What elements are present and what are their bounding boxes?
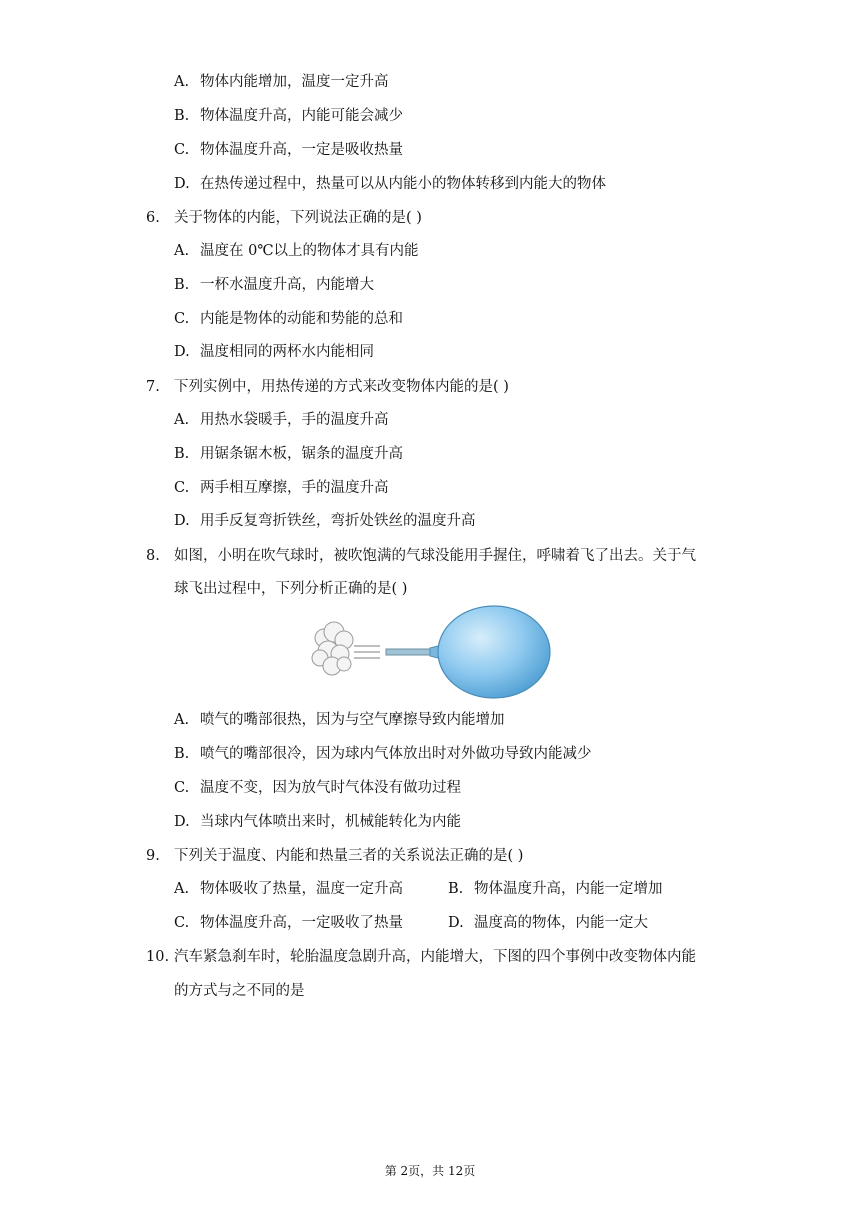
q8-option-b [174, 744, 592, 764]
q5-option-c [174, 140, 403, 160]
option-letter: A. [174, 74, 190, 90]
option-text: 内能是物体的动能和势能的总和 [200, 311, 403, 327]
option-letter: C. [174, 480, 190, 496]
q9-option-d [448, 913, 648, 933]
q5-option-a [174, 72, 389, 92]
air-puff-icon [312, 622, 353, 675]
balloon-body [438, 606, 550, 698]
option-text: 物体温度升高，内能可能会减少 [200, 108, 403, 124]
page-footer: 第 2页，共 12页 [384, 1164, 476, 1178]
option-text: 喷气的嘴部很热，因为与空气摩擦导致内能增加 [200, 712, 505, 728]
q5-option-b [174, 106, 403, 126]
q6-option-b [174, 275, 374, 295]
question-number: 7. [146, 379, 160, 395]
option-letter: D. [448, 915, 464, 931]
option-text: 温度高的物体，内能一定大 [474, 915, 648, 931]
option-text: 物体吸收了热量，温度一定升高 [200, 881, 403, 897]
option-letter: C. [174, 311, 190, 327]
q8-option-d [174, 812, 461, 832]
question-number: 8. [146, 548, 160, 564]
option-letter: D. [174, 513, 190, 529]
option-letter: C. [174, 915, 190, 931]
q7-option-c [174, 478, 389, 498]
option-text: 物体温度升高，一定吸收了热量 [200, 915, 403, 931]
option-letter: B. [174, 746, 190, 762]
option-letter: B. [448, 881, 464, 897]
nozzle [386, 649, 432, 655]
option-text: 物体内能增加，温度一定升高 [200, 74, 389, 90]
q6-option-d [174, 342, 374, 362]
option-text: 在热传递过程中，热量可以从内能小的物体转移到内能大的物体 [200, 176, 606, 192]
question-stem-line2: 球飞出过程中，下列分析正确的是( ) [174, 581, 408, 597]
question-stem-line2: 的方式与之不同的是 [174, 983, 305, 999]
option-letter: D. [174, 176, 190, 192]
option-text: 喷气的嘴部很冷，因为球内气体放出时对外做功导致内能减少 [200, 746, 592, 762]
question-stem-line1: 汽车紧急刹车时，轮胎温度急剧升高，内能增大，下图的四个事例中改变物体内能 [174, 949, 696, 965]
option-text: 两手相互摩擦，手的温度升高 [200, 480, 389, 496]
option-letter: D. [174, 814, 190, 830]
q6-option-a [174, 241, 419, 261]
option-text: 温度不变，因为放气时气体没有做功过程 [200, 780, 461, 796]
question-stem: 下列实例中，用热传递的方式来改变物体内能的是( ) [174, 379, 509, 395]
option-letter: C. [174, 780, 190, 796]
q7-option-a [174, 410, 389, 430]
option-letter: A. [174, 243, 190, 259]
option-letter: C. [174, 142, 190, 158]
q8-option-a [174, 710, 505, 730]
q6-option-c [174, 309, 403, 329]
option-letter: D. [174, 344, 190, 360]
question-stem: 关于物体的内能，下列说法正确的是( ) [174, 210, 422, 226]
q7-option-b [174, 444, 403, 464]
option-text: 温度在 0℃以上的物体才具有内能 [200, 243, 419, 259]
option-letter: A. [174, 712, 190, 728]
air-stream-lines [354, 646, 380, 658]
option-letter: B. [174, 108, 190, 124]
option-letter: B. [174, 277, 190, 293]
option-text: 物体温度升高，一定是吸收热量 [200, 142, 403, 158]
q7-option-d [174, 511, 476, 531]
option-text: 当球内气体喷出来时，机械能转化为内能 [200, 814, 461, 830]
option-text: 用手反复弯折铁丝，弯折处铁丝的温度升高 [200, 513, 476, 529]
option-text: 用锯条锯木板，锯条的温度升高 [200, 446, 403, 462]
option-text: 一杯水温度升高，内能增大 [200, 277, 374, 293]
option-letter: A. [174, 412, 190, 428]
q5-option-d [174, 174, 606, 194]
question-number: 6. [146, 210, 160, 226]
question-stem-line1: 如图，小明在吹气球时，被吹饱满的气球没能用手握住，呼啸着飞了出去。关于气 [174, 548, 696, 564]
q8-option-c [174, 778, 461, 798]
option-text: 用热水袋暖手，手的温度升高 [200, 412, 389, 428]
balloon-icon [306, 596, 556, 706]
option-letter: A. [174, 881, 190, 897]
option-letter: B. [174, 446, 190, 462]
q9-option-c [174, 913, 403, 933]
option-text: 物体温度升高，内能一定增加 [474, 881, 663, 897]
balloon-figure [306, 596, 556, 706]
question-stem: 下列关于温度、内能和热量三者的关系说法正确的是( ) [174, 848, 524, 864]
question-number: 10. [146, 949, 170, 965]
q9-option-b [448, 879, 663, 899]
question-number: 9. [146, 848, 160, 864]
option-text: 温度相同的两杯水内能相同 [200, 344, 374, 360]
q9-option-a [174, 879, 403, 899]
